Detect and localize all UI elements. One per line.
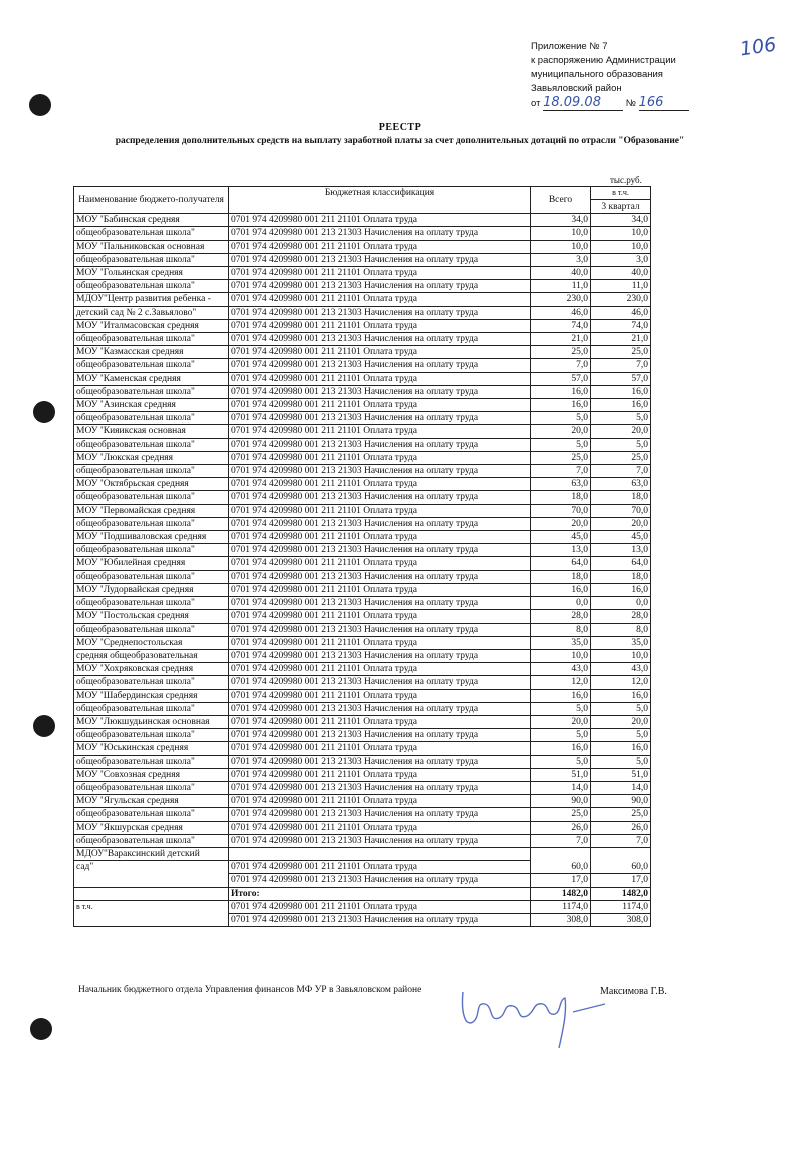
total-value: 12,0 <box>531 676 591 689</box>
recipient-name: МОУ "Италмасовская средняя <box>74 319 229 332</box>
budget-code: 0701 974 4209980 001 211 21101 Оплата труда <box>229 504 531 517</box>
q3-value: 12,0 <box>591 676 651 689</box>
table-row <box>74 214 651 227</box>
date-prefix: от <box>531 98 541 109</box>
total-value: 20,0 <box>531 425 591 438</box>
grand-total-q3: 1482,0 <box>591 887 651 900</box>
total-value: 3,0 <box>531 253 591 266</box>
total-value: 17,0 <box>531 874 591 887</box>
recipient-name: МОУ "Гольянская средняя <box>74 267 229 280</box>
total-value: 70,0 <box>531 504 591 517</box>
table-row <box>74 372 651 385</box>
recipient-name: МОУ "Ягульская средняя <box>74 795 229 808</box>
budget-code: 0701 974 4209980 001 213 21303 Начисления на оплату труда <box>229 253 531 266</box>
q3-value: 25,0 <box>591 808 651 821</box>
table-row <box>74 702 651 715</box>
table-row <box>74 333 651 346</box>
table-row <box>74 610 651 623</box>
table-row <box>74 267 651 280</box>
table-row <box>74 385 651 398</box>
table-row <box>74 438 651 451</box>
total-value: 14,0 <box>531 781 591 794</box>
table-row <box>74 465 651 478</box>
q3-value: 46,0 <box>591 306 651 319</box>
q3-value: 10,0 <box>591 649 651 662</box>
table-row <box>74 755 651 768</box>
budget-code: 0701 974 4209980 001 211 21101 Оплата труда <box>229 372 531 385</box>
budget-code: 0701 974 4209980 001 211 21101 Оплата труда <box>229 715 531 728</box>
q3-value: 45,0 <box>591 531 651 544</box>
table-row <box>74 768 651 781</box>
total-value: 10,0 <box>531 649 591 662</box>
table-row <box>74 531 651 544</box>
recipient-name: общеобразовательная школа" <box>74 412 229 425</box>
total-label: Итого: <box>229 887 531 900</box>
total-value: 7,0 <box>531 834 591 847</box>
table-row <box>74 781 651 794</box>
total-value: 51,0 <box>531 768 591 781</box>
budget-code: 0701 974 4209980 001 213 21303 Начисления на оплату труда <box>229 874 531 887</box>
header-budget: Бюджетная классификация <box>229 187 531 214</box>
recipient-name: общеобразовательная школа" <box>74 781 229 794</box>
budget-code: 0701 974 4209980 001 211 21101 Оплата труда <box>229 742 531 755</box>
table-row <box>74 834 651 847</box>
q3-value: 11,0 <box>591 280 651 293</box>
total-value: 5,0 <box>531 755 591 768</box>
document-title: РЕЕСТР <box>378 122 422 133</box>
appendix-line: муниципального образования <box>531 69 663 80</box>
table-row <box>74 319 651 332</box>
total-value: 28,0 <box>531 610 591 623</box>
budget-code <box>229 847 531 860</box>
q3-value: 0,0 <box>591 597 651 610</box>
budget-code: 0701 974 4209980 001 211 21101 Оплата труда <box>229 821 531 834</box>
table-row <box>74 663 651 676</box>
budget-code: 0701 974 4209980 001 213 21303 Начисления на оплату труда <box>229 781 531 794</box>
q3-value: 25,0 <box>591 451 651 464</box>
recipient-name: МОУ "Октябрьская средняя <box>74 478 229 491</box>
recipient-name: общеобразовательная школа" <box>74 280 229 293</box>
recipient-name: общеобразовательная школа" <box>74 385 229 398</box>
q3-value: 5,0 <box>591 755 651 768</box>
appendix-date-line <box>531 96 689 111</box>
table-row <box>74 451 651 464</box>
punch-hole <box>33 715 55 737</box>
total-value: 45,0 <box>531 531 591 544</box>
table-row <box>74 280 651 293</box>
appendix-line: к распоряжению Администрации <box>531 55 676 66</box>
recipient-name: общеобразовательная школа" <box>74 253 229 266</box>
recipient-name: общеобразовательная школа" <box>74 676 229 689</box>
table-row <box>74 676 651 689</box>
footer-signer: Максимова Г.В. <box>600 986 667 997</box>
budget-code: 0701 974 4209980 001 211 21101 Оплата труда <box>229 478 531 491</box>
budget-code: 0701 974 4209980 001 213 21303 Начисления на оплату труда <box>229 729 531 742</box>
units-label: тыс.руб. <box>610 175 642 185</box>
table-row <box>74 491 651 504</box>
q3-value: 230,0 <box>591 293 651 306</box>
incl-salary-q3: 1174,0 <box>591 900 651 913</box>
incl-label: в т.ч. <box>74 900 229 926</box>
q3-value: 16,0 <box>591 742 651 755</box>
recipient-name: детский сад № 2 с.Завьялово" <box>74 306 229 319</box>
q3-value: 14,0 <box>591 781 651 794</box>
recipient-name: общеобразовательная школа" <box>74 333 229 346</box>
table-row <box>74 412 651 425</box>
total-value: 8,0 <box>531 623 591 636</box>
q3-value: 18,0 <box>591 491 651 504</box>
q3-value: 34,0 <box>591 214 651 227</box>
total-value: 18,0 <box>531 491 591 504</box>
table-row <box>74 570 651 583</box>
total-value: 16,0 <box>531 583 591 596</box>
q3-value: 10,0 <box>591 227 651 240</box>
date-value: 18.09.08 <box>543 96 623 111</box>
q3-value: 21,0 <box>591 333 651 346</box>
budget-code: 0701 974 4209980 001 211 21101 Оплата труда <box>229 425 531 438</box>
q3-value: 3,0 <box>591 253 651 266</box>
punch-hole <box>30 1018 52 1040</box>
total-value: 10,0 <box>531 227 591 240</box>
q3-value: 57,0 <box>591 372 651 385</box>
document-subtitle: распределения дополнительных средств на выплату заработной платы за счет дополнительных дотаций по отрасли "Образование" <box>115 136 685 146</box>
total-value: 16,0 <box>531 689 591 702</box>
total-spacer <box>74 887 229 900</box>
recipient-name: общеобразовательная школа" <box>74 517 229 530</box>
total-value: 18,0 <box>531 570 591 583</box>
budget-code: 0701 974 4209980 001 213 21303 Начисления на оплату труда <box>229 676 531 689</box>
budget-code: 0701 974 4209980 001 213 21303 Начисления на оплату труда <box>229 465 531 478</box>
budget-code: 0701 974 4209980 001 211 21101 Оплата труда <box>229 531 531 544</box>
budget-code: 0701 974 4209980 001 213 21303 Начисления на оплату труда <box>229 227 531 240</box>
table-row <box>74 742 651 755</box>
total-value: 43,0 <box>531 663 591 676</box>
q3-value: 40,0 <box>591 267 651 280</box>
q3-value: 16,0 <box>591 399 651 412</box>
budget-code: 0701 974 4209980 001 213 21303 Начисления на оплату труда <box>229 702 531 715</box>
budget-code: 0701 974 4209980 001 211 21101 Оплата труда <box>229 240 531 253</box>
q3-value: 16,0 <box>591 583 651 596</box>
number-prefix: № <box>625 98 636 109</box>
table-row <box>74 293 651 306</box>
table-row <box>74 544 651 557</box>
budget-code: 0701 974 4209980 001 213 21303 Начисления на оплату труда <box>229 306 531 319</box>
table-row <box>74 821 651 834</box>
budget-code: 0701 974 4209980 001 211 21101 Оплата труда <box>229 861 531 874</box>
table-row <box>74 715 651 728</box>
budget-code: 0701 974 4209980 001 211 21101 Оплата труда <box>229 610 531 623</box>
total-value: 46,0 <box>531 306 591 319</box>
table-row <box>74 795 651 808</box>
incl-accruals-q3: 308,0 <box>591 913 651 926</box>
budget-code: 0701 974 4209980 001 213 21303 Начисления на оплату труда <box>229 359 531 372</box>
recipient-name: МОУ "Совхозная средняя <box>74 768 229 781</box>
recipient-name: МОУ "Юбилейная средняя <box>74 557 229 570</box>
table-row <box>74 478 651 491</box>
total-value: 0,0 <box>531 597 591 610</box>
table-row <box>74 808 651 821</box>
recipient-name: МОУ "Пальниковская основная <box>74 240 229 253</box>
total-value: 16,0 <box>531 742 591 755</box>
total-value: 7,0 <box>531 359 591 372</box>
total-value: 20,0 <box>531 517 591 530</box>
recipient-name: МОУ "Кияикская основная <box>74 425 229 438</box>
table-row <box>74 359 651 372</box>
q3-value: 60,0 <box>591 847 651 873</box>
budget-code: 0701 974 4209980 001 213 21303 Начисления на оплату труда <box>229 649 531 662</box>
q3-value: 16,0 <box>591 385 651 398</box>
total-value: 34,0 <box>531 214 591 227</box>
table-row <box>74 399 651 412</box>
recipient-name: общеобразовательная школа" <box>74 465 229 478</box>
table-row <box>74 649 651 662</box>
q3-value: 64,0 <box>591 557 651 570</box>
q3-value: 51,0 <box>591 768 651 781</box>
table-row <box>74 517 651 530</box>
table-row <box>74 253 651 266</box>
total-value: 90,0 <box>531 795 591 808</box>
total-value: 16,0 <box>531 385 591 398</box>
recipient-name: общеобразовательная школа" <box>74 834 229 847</box>
recipient-name: общеобразовательная школа" <box>74 755 229 768</box>
q3-value: 90,0 <box>591 795 651 808</box>
number-value: 166 <box>639 96 689 111</box>
recipient-name: общеобразовательная школа" <box>74 623 229 636</box>
q3-value: 7,0 <box>591 465 651 478</box>
table-row <box>74 306 651 319</box>
table-row <box>74 346 651 359</box>
total-row <box>74 887 651 900</box>
q3-value: 26,0 <box>591 821 651 834</box>
budget-code: 0701 974 4209980 001 211 21101 Оплата труда <box>229 267 531 280</box>
total-value: 230,0 <box>531 293 591 306</box>
budget-code: 0701 974 4209980 001 213 21303 Начисления на оплату труда <box>229 570 531 583</box>
total-value: 26,0 <box>531 821 591 834</box>
budget-code: 0701 974 4209980 001 211 21101 Оплата труда <box>229 451 531 464</box>
budget-code: 0701 974 4209980 001 213 21303 Начисления на оплату труда <box>229 517 531 530</box>
recipient-name: общеобразовательная школа" <box>74 227 229 240</box>
q3-value: 8,0 <box>591 623 651 636</box>
q3-value: 10,0 <box>591 240 651 253</box>
budget-code: 0701 974 4209980 001 213 21303 Начисления на оплату труда <box>229 438 531 451</box>
budget-code: 0701 974 4209980 001 211 21101 Оплата труда <box>229 583 531 596</box>
recipient-name: МОУ "Лудорвайская средняя <box>74 583 229 596</box>
budget-code: 0701 974 4209980 001 211 21101 Оплата труда <box>229 557 531 570</box>
budget-code: 0701 974 4209980 001 211 21101 Оплата труда <box>229 293 531 306</box>
recipient-name: общеобразовательная школа" <box>74 702 229 715</box>
table-row <box>74 729 651 742</box>
budget-code: 0701 974 4209980 001 213 21303 Начисления на оплату труда <box>229 834 531 847</box>
page-number: 106 <box>738 33 778 61</box>
total-value: 35,0 <box>531 636 591 649</box>
total-value: 57,0 <box>531 372 591 385</box>
budget-code: 0701 974 4209980 001 213 21303 Начисления на оплату труда <box>229 755 531 768</box>
budget-code: 0701 974 4209980 001 213 21303 Начисления на оплату труда <box>229 280 531 293</box>
recipient-name: МОУ "Юськинская средняя <box>74 742 229 755</box>
recipient-name: МОУ "Люкская средняя <box>74 451 229 464</box>
budget-code: 0701 974 4209980 001 213 21303 Начисления на оплату труда <box>229 333 531 346</box>
appendix-line: Приложение № 7 <box>531 41 608 52</box>
total-value: 5,0 <box>531 412 591 425</box>
table-row <box>74 425 651 438</box>
footer-position: Начальник бюджетного отдела Управления финансов МФ УР в Завьяловском районе <box>78 985 422 995</box>
total-value: 20,0 <box>531 715 591 728</box>
recipient-name: общеобразовательная школа" <box>74 808 229 821</box>
budget-code: 0701 974 4209980 001 213 21303 Начисления на оплату труда <box>229 491 531 504</box>
budget-code: 0701 974 4209980 001 211 21101 Оплата труда <box>229 214 531 227</box>
table-row <box>74 557 651 570</box>
table-row <box>74 689 651 702</box>
total-value: 40,0 <box>531 267 591 280</box>
recipient-name: МОУ "Якшурская средняя <box>74 821 229 834</box>
total-value: 64,0 <box>531 557 591 570</box>
recipient-name: общеобразовательная школа" <box>74 570 229 583</box>
recipient-name: МОУ "Люкшудьинская основная <box>74 715 229 728</box>
q3-value: 20,0 <box>591 715 651 728</box>
total-value: 7,0 <box>531 465 591 478</box>
q3-value: 35,0 <box>591 636 651 649</box>
table-row <box>74 240 651 253</box>
q3-value: 43,0 <box>591 663 651 676</box>
budget-code: 0701 974 4209980 001 211 21101 Оплата труда <box>229 319 531 332</box>
recipient-name: МОУ "Первомайская средняя <box>74 504 229 517</box>
budget-code: 0701 974 4209980 001 211 21101 Оплата труда <box>229 900 531 913</box>
total-value: 21,0 <box>531 333 591 346</box>
table-row <box>74 597 651 610</box>
total-value: 60,0 <box>531 847 591 873</box>
recipient-name: общеобразовательная школа" <box>74 729 229 742</box>
registry-table <box>73 186 651 927</box>
grand-total: 1482,0 <box>531 887 591 900</box>
appendix-block <box>531 40 689 111</box>
q3-value: 5,0 <box>591 412 651 425</box>
budget-code: 0701 974 4209980 001 211 21101 Оплата труда <box>229 768 531 781</box>
recipient-name: средняя общеобразовательная <box>74 649 229 662</box>
budget-code: 0701 974 4209980 001 211 21101 Оплата труда <box>229 636 531 649</box>
table-row <box>74 847 651 860</box>
header-total: Всего <box>531 187 591 214</box>
q3-value: 63,0 <box>591 478 651 491</box>
q3-value: 16,0 <box>591 689 651 702</box>
incl-accruals-total: 308,0 <box>531 913 591 926</box>
q3-value: 25,0 <box>591 346 651 359</box>
budget-code: 0701 974 4209980 001 213 21303 Начисления на оплату труда <box>229 808 531 821</box>
q3-value: 5,0 <box>591 438 651 451</box>
table-row <box>74 636 651 649</box>
table-row <box>74 583 651 596</box>
q3-value: 20,0 <box>591 425 651 438</box>
recipient-name: сад" <box>74 861 229 887</box>
budget-code: 0701 974 4209980 001 213 21303 Начисления на оплату труда <box>229 385 531 398</box>
q3-value: 7,0 <box>591 834 651 847</box>
q3-value: 20,0 <box>591 517 651 530</box>
budget-code: 0701 974 4209980 001 213 21303 Начисления на оплату труда <box>229 913 531 926</box>
table-row <box>74 504 651 517</box>
q3-value: 5,0 <box>591 702 651 715</box>
q3-value: 5,0 <box>591 729 651 742</box>
punch-hole <box>33 401 55 423</box>
recipient-name: МДОУ"Центр развития ребенка - <box>74 293 229 306</box>
budget-code: 0701 974 4209980 001 213 21303 Начисления на оплату труда <box>229 623 531 636</box>
q3-value: 13,0 <box>591 544 651 557</box>
total-value: 5,0 <box>531 438 591 451</box>
total-value: 74,0 <box>531 319 591 332</box>
appendix-line: Завьяловский район <box>531 83 622 94</box>
recipient-name: МОУ "Шабердинская средняя <box>74 689 229 702</box>
table-row <box>74 623 651 636</box>
header-incl: в т.ч. <box>591 187 651 200</box>
q3-value: 17,0 <box>591 874 651 887</box>
incl-salary-total: 1174,0 <box>531 900 591 913</box>
recipient-name: общеобразовательная школа" <box>74 359 229 372</box>
recipient-name: МОУ "Каменская средняя <box>74 372 229 385</box>
total-value: 11,0 <box>531 280 591 293</box>
q3-value: 28,0 <box>591 610 651 623</box>
recipient-name: МОУ "Казмасская средняя <box>74 346 229 359</box>
handwritten-signature <box>455 982 615 1052</box>
total-value: 63,0 <box>531 478 591 491</box>
total-value: 5,0 <box>531 729 591 742</box>
budget-code: 0701 974 4209980 001 211 21101 Оплата труда <box>229 795 531 808</box>
recipient-name: МОУ "Постольская средняя <box>74 610 229 623</box>
total-value: 25,0 <box>531 346 591 359</box>
total-value: 25,0 <box>531 451 591 464</box>
budget-code: 0701 974 4209980 001 211 21101 Оплата труда <box>229 689 531 702</box>
recipient-name: общеобразовательная школа" <box>74 544 229 557</box>
q3-value: 18,0 <box>591 570 651 583</box>
header-q3: 3 квартал <box>591 200 651 214</box>
budget-code: 0701 974 4209980 001 213 21303 Начисления на оплату труда <box>229 412 531 425</box>
incl-row <box>74 900 651 913</box>
q3-value: 70,0 <box>591 504 651 517</box>
budget-code: 0701 974 4209980 001 213 21303 Начисления на оплату труда <box>229 597 531 610</box>
total-value: 13,0 <box>531 544 591 557</box>
recipient-name: МОУ "Среднепостольская <box>74 636 229 649</box>
total-value: 16,0 <box>531 399 591 412</box>
total-value: 5,0 <box>531 702 591 715</box>
recipient-name: МОУ "Подшиваловская средняя <box>74 531 229 544</box>
recipient-name: общеобразовательная школа" <box>74 438 229 451</box>
table-header-row <box>74 187 651 200</box>
recipient-name: МОУ "Бабинская средняя <box>74 214 229 227</box>
total-value: 10,0 <box>531 240 591 253</box>
q3-value: 7,0 <box>591 359 651 372</box>
table-row <box>74 227 651 240</box>
recipient-name: МОУ "Азинская средняя <box>74 399 229 412</box>
header-name: Наименование бюджето-получателя <box>74 187 229 214</box>
budget-code: 0701 974 4209980 001 211 21101 Оплата труда <box>229 399 531 412</box>
budget-code: 0701 974 4209980 001 213 21303 Начисления на оплату труда <box>229 544 531 557</box>
recipient-name: МОУ "Хохряковская средняя <box>74 663 229 676</box>
punch-hole <box>29 94 51 116</box>
recipient-name: МДОУ"Вараксинский детский <box>74 847 229 860</box>
budget-code: 0701 974 4209980 001 211 21101 Оплата труда <box>229 346 531 359</box>
budget-code: 0701 974 4209980 001 211 21101 Оплата труда <box>229 663 531 676</box>
total-value: 25,0 <box>531 808 591 821</box>
recipient-name: общеобразовательная школа" <box>74 491 229 504</box>
q3-value: 74,0 <box>591 319 651 332</box>
recipient-name: общеобразовательная школа" <box>74 597 229 610</box>
